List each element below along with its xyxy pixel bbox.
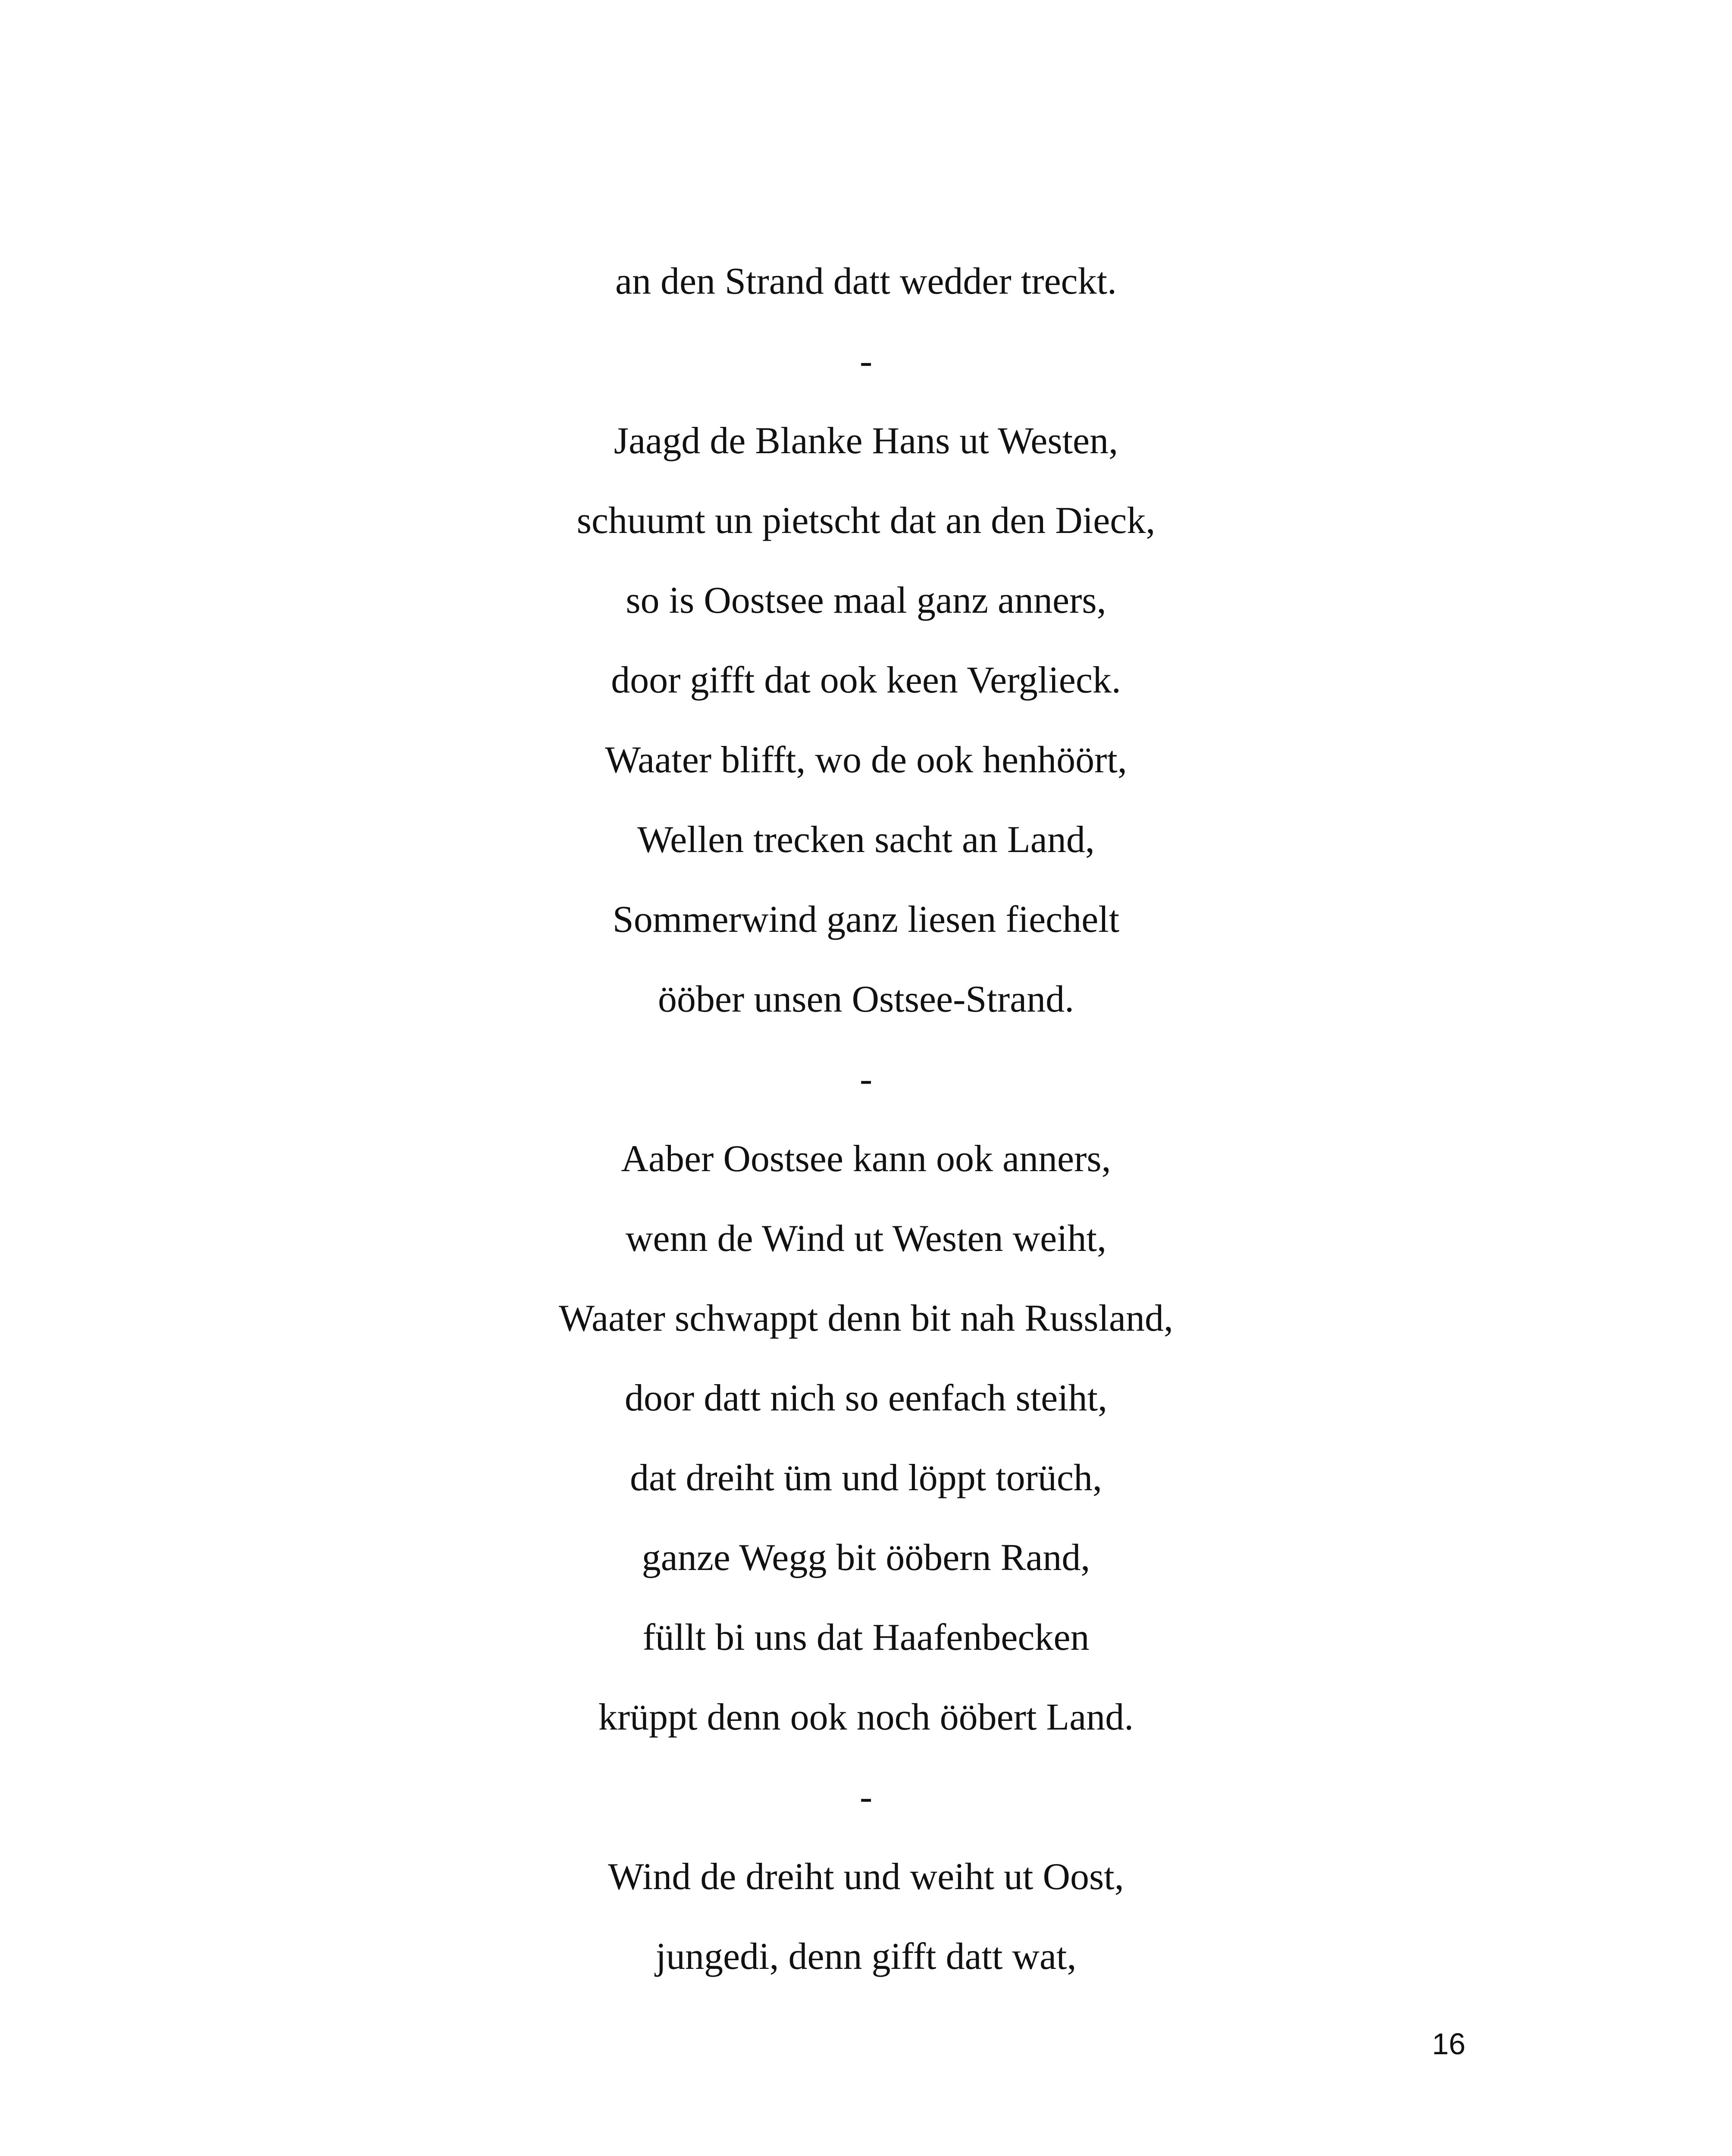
stanza-separator: - [859,1058,873,1100]
poem-line: schuumt un pietscht dat an den Dieck, [576,500,1156,542]
stanza-separator: - [859,340,873,382]
poem-line: Jaagd de Blanke Hans ut Westen, [614,420,1118,462]
stanza-separator: - [859,1776,873,1818]
poem-line: Sommerwind ganz liesen fiechelt [612,899,1120,940]
poem-line: jungedi, denn gifft datt wat, [655,1936,1077,1977]
poem-line: dat dreiht üm und löppt torüch, [630,1457,1102,1499]
poem-line: Aaber Oostsee kann ook anners, [621,1138,1111,1180]
poem-line: Waater schwappt denn bit nah Russland, [558,1297,1173,1339]
poem-line: so is Oostsee maal ganz anners, [626,580,1106,621]
poem-line: füllt bi uns dat Haafenbecken [642,1617,1090,1658]
poem-line: door gifft dat ook keen Verglieck. [611,659,1121,701]
poem-line: an den Strand datt wedder treckt. [615,260,1117,302]
poem-line: Wind de dreiht und weiht ut Oost, [608,1856,1124,1898]
poem-line: krüppt denn ook noch ööbert Land. [598,1696,1134,1738]
poem-line: Waater blifft, wo de ook henhöört, [605,739,1127,781]
poem-line: wenn de Wind ut Westen weiht, [625,1218,1107,1260]
page-number: 16 [1432,2027,1466,2061]
poem-body [0,241,1732,1996]
poem-line: ganze Wegg bit ööbern Rand, [642,1537,1090,1579]
poem-line: door datt nich so eenfach steiht, [624,1377,1108,1419]
poem-line: Wellen trecken sacht an Land, [637,819,1095,861]
poem-line: ööber unsen Ostsee-Strand. [658,978,1074,1020]
